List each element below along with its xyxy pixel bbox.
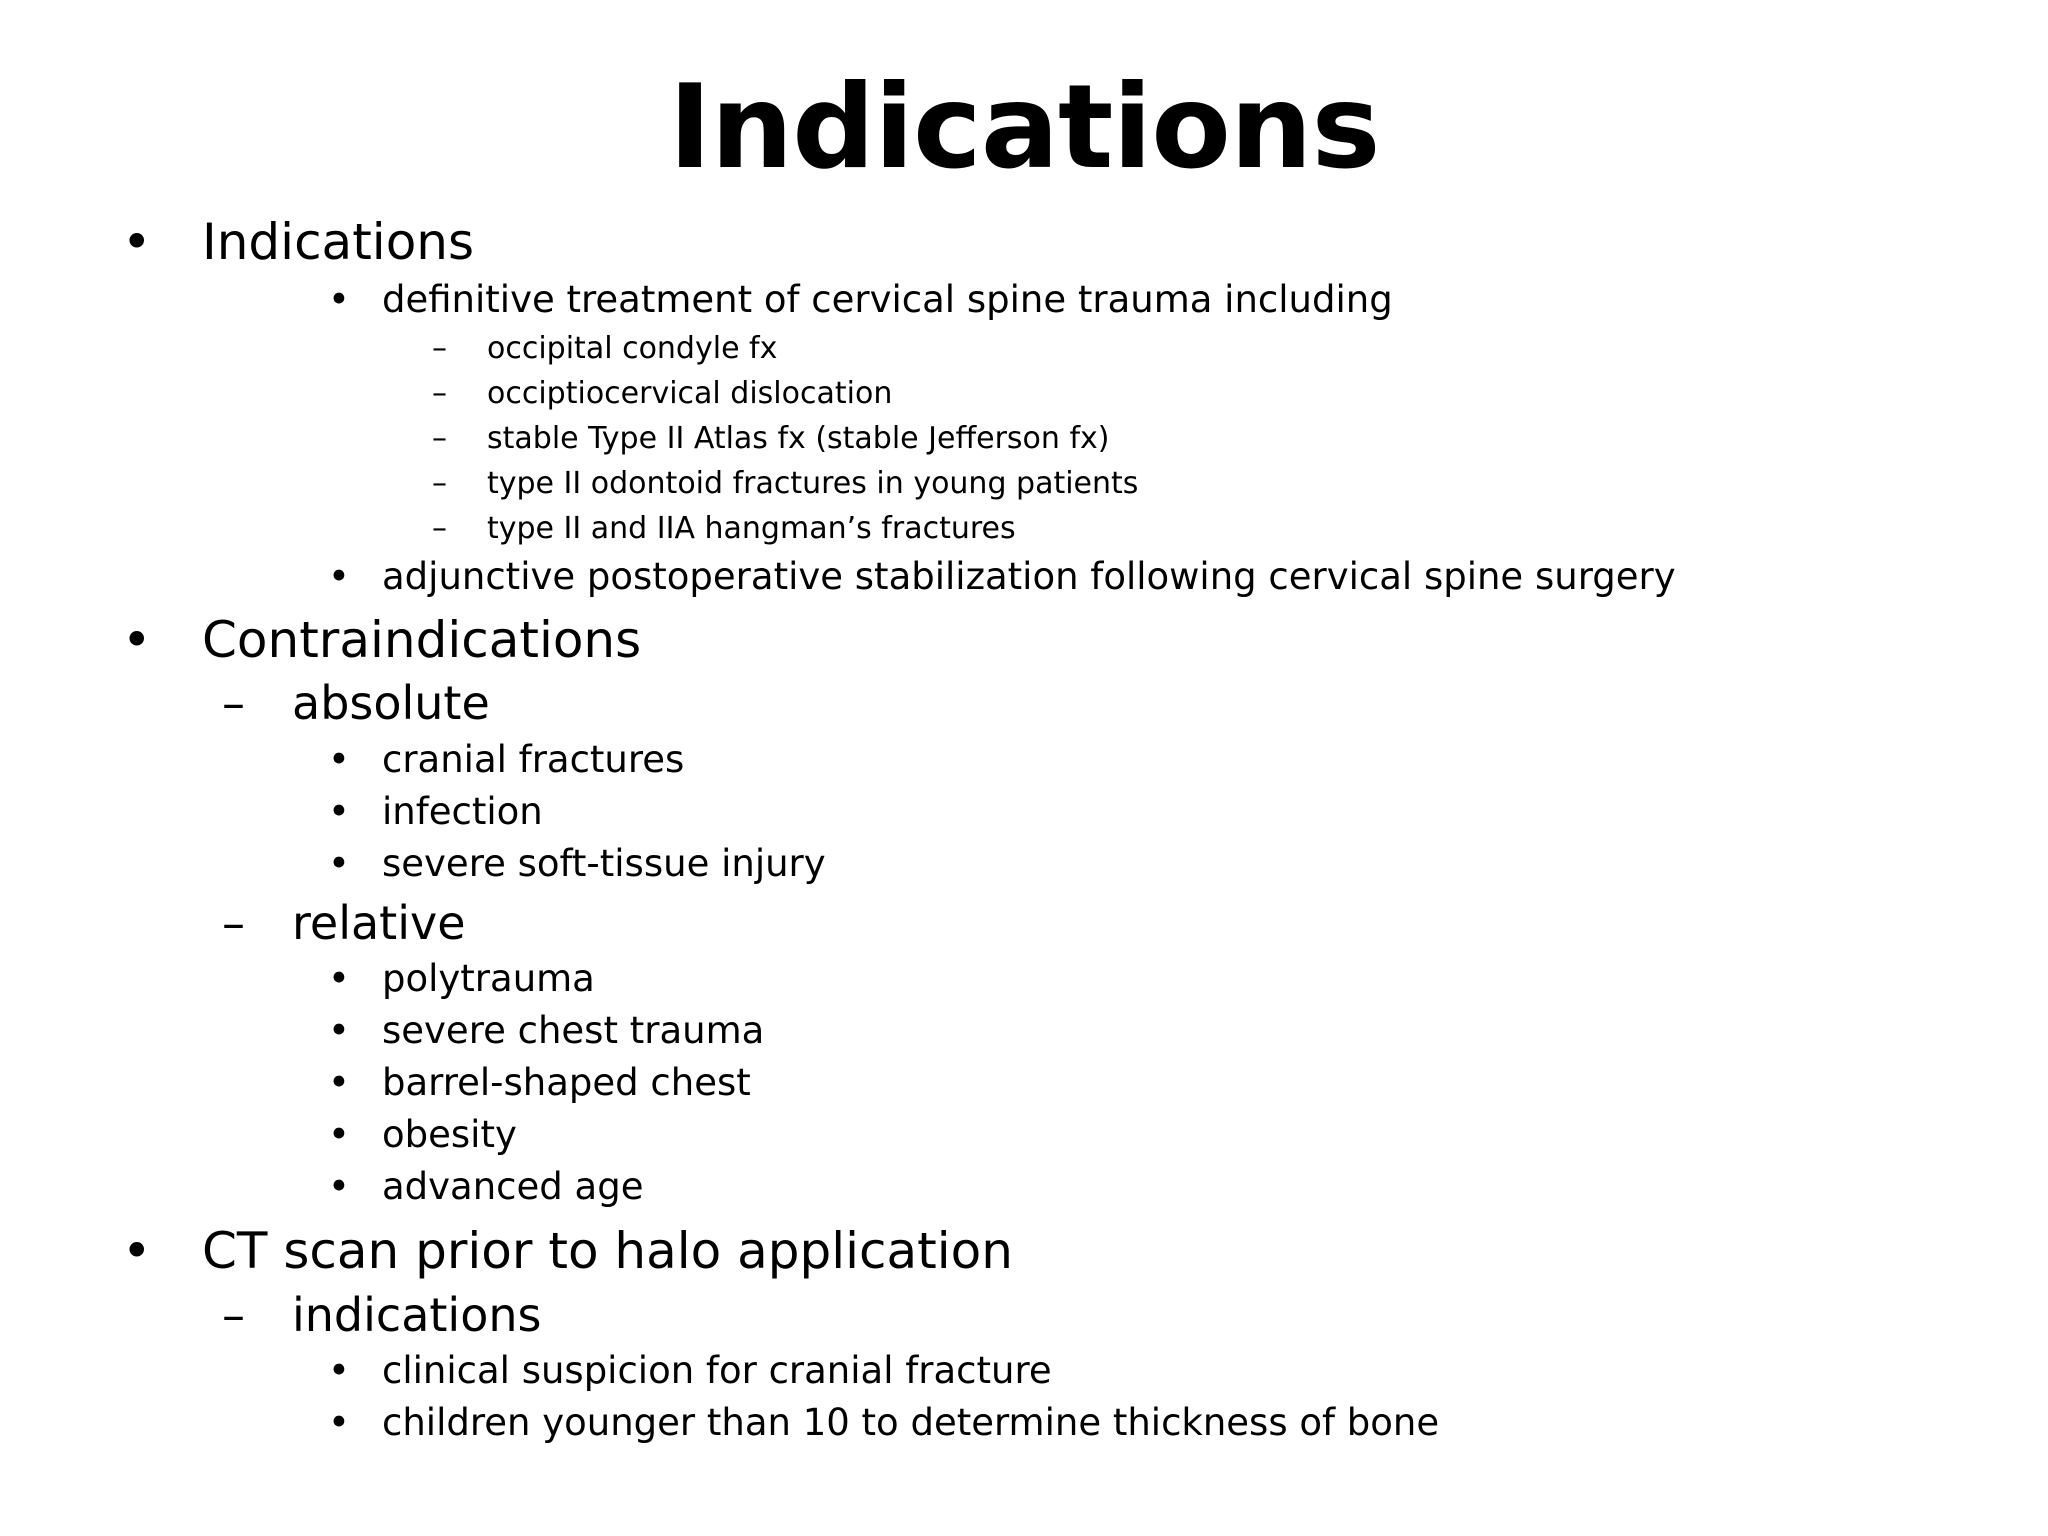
bullet-marker: •	[122, 1222, 152, 1280]
bullet-marker: •	[328, 278, 350, 321]
contraindication-item: severe chest trauma	[382, 1009, 765, 1052]
bullet-marker: •	[328, 1113, 350, 1156]
indication-subitem: occipital condyle fx	[487, 331, 778, 366]
indication-subitem: type II odontoid fractures in young patients	[487, 466, 1139, 501]
indication-subitem: type II and IIA hangman’s fractures	[487, 511, 1016, 546]
contraindication-item: polytrauma	[382, 957, 595, 1000]
bullet-marker: •	[328, 842, 350, 885]
bullet-marker: •	[328, 1349, 350, 1392]
contraindication-item: cranial fractures	[382, 738, 685, 781]
contraindication-item: infection	[382, 790, 543, 833]
contraindication-item: severe soft-tissue injury	[382, 842, 826, 885]
bullet-marker: •	[122, 213, 152, 271]
contraindication-item: barrel-shaped chest	[382, 1061, 751, 1104]
dash-marker: –	[432, 466, 447, 501]
slide-title: Indications	[668, 60, 1380, 195]
bullet-marker: •	[328, 1165, 350, 1208]
bullet-marker: •	[328, 790, 350, 833]
dash-marker: –	[432, 376, 447, 411]
relative-heading: relative	[292, 896, 466, 950]
contraindication-item: obesity	[382, 1113, 517, 1156]
contraindication-item: advanced age	[382, 1165, 644, 1208]
section-indications-heading: Indications	[202, 213, 475, 271]
indication-subitem: stable Type II Atlas fx (stable Jefferson fx)	[487, 421, 1110, 456]
section-contraindications-heading: Contraindications	[202, 611, 642, 669]
ct-indications-heading: indications	[292, 1288, 542, 1342]
dash-marker: –	[432, 421, 447, 456]
bullet-marker: •	[122, 611, 152, 669]
dash-marker: –	[222, 1288, 245, 1342]
bullet-marker: •	[328, 738, 350, 781]
bullet-marker: •	[328, 1401, 350, 1444]
dash-marker: –	[222, 676, 245, 730]
indication-subitem: occiptiocervical dislocation	[487, 376, 893, 411]
absolute-heading: absolute	[292, 676, 490, 730]
dash-marker: –	[432, 331, 447, 366]
dash-marker: –	[222, 896, 245, 950]
bullet-marker: •	[328, 1009, 350, 1052]
bullet-marker: •	[328, 555, 350, 598]
ct-indication-item: children younger than 10 to determine thickness of bone	[382, 1401, 1440, 1444]
bullet-marker: •	[328, 957, 350, 1000]
indication-item: definitive treatment of cervical spine trauma including	[382, 278, 1393, 321]
indication-item: adjunctive postoperative stabilization following cervical spine surgery	[382, 555, 1676, 598]
section-ct-scan-heading: CT scan prior to halo application	[202, 1222, 1013, 1280]
bullet-marker: •	[328, 1061, 350, 1104]
ct-indication-item: clinical suspicion for cranial fracture	[382, 1349, 1052, 1392]
dash-marker: –	[432, 511, 447, 546]
